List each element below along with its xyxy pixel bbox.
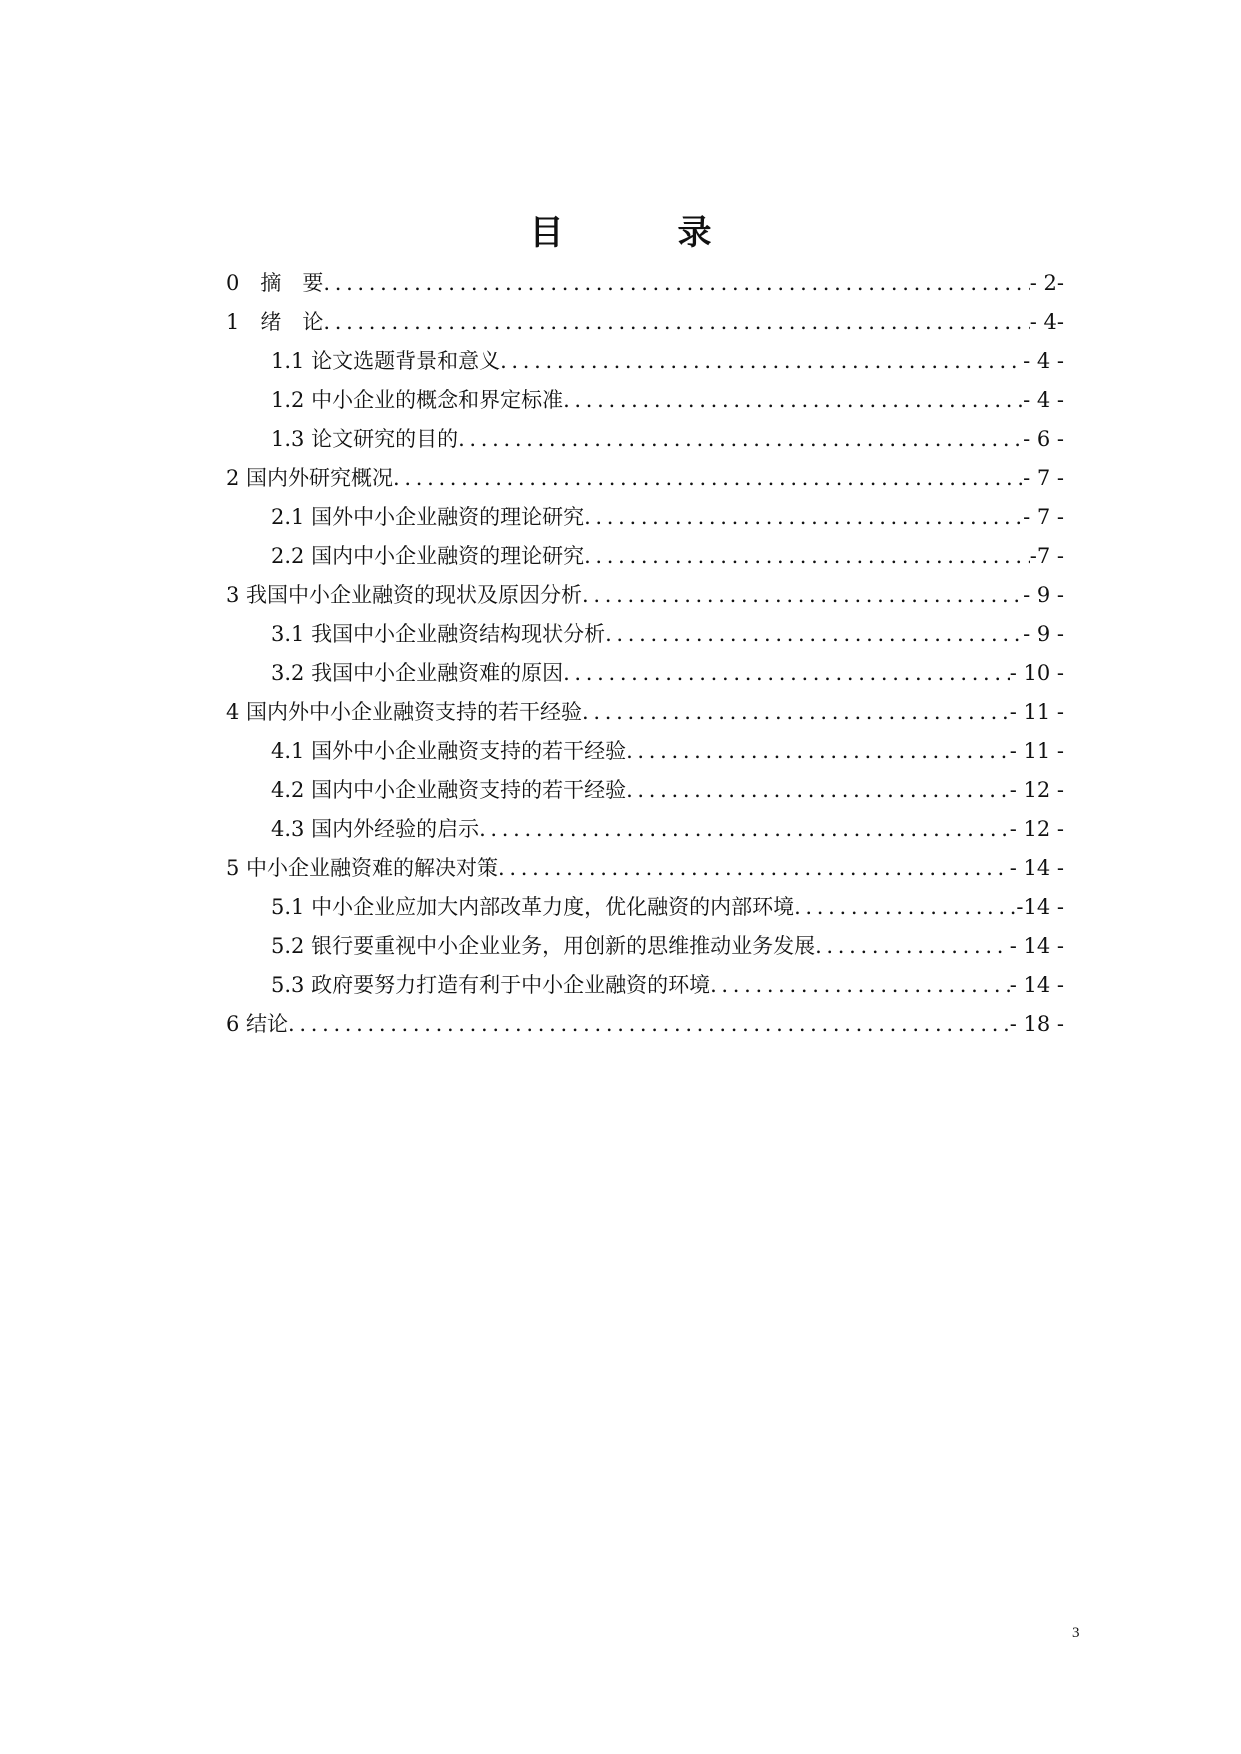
toc-entry-label: 5.1 中小企业应加大内部改革力度，优化融资的内部环境 — [271, 895, 795, 919]
toc-entry[interactable] — [226, 1005, 1064, 1044]
toc-entry-label: 6 结论 — [226, 1012, 289, 1036]
toc-entry-page: - 14 - — [1009, 856, 1064, 880]
toc-entry[interactable] — [226, 966, 1064, 1005]
toc-dot-leader — [584, 498, 1023, 537]
toc-dot-leader — [584, 537, 1030, 576]
table-of-contents — [226, 264, 1064, 1044]
toc-dot-leader — [498, 849, 1010, 888]
toc-entry-page: - 7 - — [1023, 466, 1064, 490]
toc-dot-leader — [500, 342, 1023, 381]
toc-entry-label: 1.3 论文研究的目的 — [271, 427, 459, 451]
toc-dot-leader — [605, 615, 1023, 654]
toc-entry-label: 2.1 国外中小企业融资的理论研究 — [271, 505, 585, 529]
toc-entry-label: 0 摘 要 — [226, 271, 324, 295]
toc-entry-page: -14 - — [1016, 895, 1064, 919]
toc-dot-leader — [794, 888, 1016, 927]
toc-dot-leader — [563, 381, 1023, 420]
toc-entry-page: -7 - — [1029, 544, 1064, 568]
toc-entry[interactable] — [226, 303, 1064, 342]
toc-dot-leader — [323, 303, 1029, 342]
toc-dot-leader — [626, 732, 1010, 771]
toc-entry[interactable] — [226, 810, 1064, 849]
toc-entry[interactable] — [226, 420, 1064, 459]
toc-entry-page: - 7 - — [1023, 505, 1064, 529]
toc-entry-label: 4.1 国外中小企业融资支持的若干经验 — [271, 739, 627, 763]
page-number: 3 — [1072, 1625, 1080, 1641]
toc-entry-label: 1.1 论文选题背景和意义 — [271, 349, 501, 373]
toc-entry-page: - 18 - — [1009, 1012, 1064, 1036]
toc-dot-leader — [563, 654, 1010, 693]
toc-entry-label: 3.2 我国中小企业融资难的原因 — [271, 661, 564, 685]
toc-entry-page: - 4 - — [1023, 349, 1064, 373]
toc-entry-page: - 4 - — [1023, 388, 1064, 412]
toc-entry[interactable] — [226, 381, 1064, 420]
toc-entry-label: 1 绪 论 — [226, 310, 324, 334]
toc-entry[interactable] — [226, 771, 1064, 810]
toc-entry[interactable] — [226, 537, 1064, 576]
toc-entry[interactable] — [226, 498, 1064, 537]
toc-entry-page: - 12 - — [1009, 817, 1064, 841]
toc-entry-label: 5 中小企业融资难的解决对策 — [226, 856, 499, 880]
toc-entry-label: 2 国内外研究概况 — [226, 466, 394, 490]
toc-entry-label: 3 我国中小企业融资的现状及原因分析 — [226, 583, 583, 607]
toc-entry-page: - 14 - — [1009, 934, 1064, 958]
toc-entry[interactable] — [226, 849, 1064, 888]
toc-entry-label: 4 国内外中小企业融资支持的若干经验 — [226, 700, 583, 724]
toc-entry[interactable] — [226, 615, 1064, 654]
toc-entry-page: - 14 - — [1009, 973, 1064, 997]
toc-dot-leader — [458, 420, 1023, 459]
toc-dot-leader — [626, 771, 1010, 810]
toc-dot-leader — [815, 927, 1010, 966]
toc-dot-leader — [323, 264, 1029, 303]
toc-entry-label: 5.3 政府要努力打造有利于中小企业融资的环境 — [271, 973, 711, 997]
toc-entry-label: 4.2 国内中小企业融资支持的若干经验 — [271, 778, 627, 802]
toc-dot-leader — [479, 810, 1010, 849]
toc-entry[interactable] — [226, 264, 1064, 303]
toc-entry-label: 3.1 我国中小企业融资结构现状分析 — [271, 622, 606, 646]
toc-entry[interactable] — [226, 888, 1064, 927]
toc-entry-label: 5.2 银行要重视中小企业业务，用创新的思维推动业务发展 — [271, 934, 816, 958]
toc-entry-page: - 11 - — [1009, 739, 1064, 763]
toc-entry[interactable] — [226, 459, 1064, 498]
toc-entry-page: - 9 - — [1023, 622, 1064, 646]
toc-entry-page: - 11 - — [1009, 700, 1064, 724]
toc-entry[interactable] — [226, 342, 1064, 381]
toc-dot-leader — [582, 576, 1023, 615]
toc-entry[interactable] — [226, 693, 1064, 732]
toc-entry-page: - 9 - — [1023, 583, 1064, 607]
toc-entry[interactable] — [226, 576, 1064, 615]
toc-dot-leader — [288, 1005, 1010, 1044]
toc-dot-leader — [710, 966, 1010, 1005]
toc-entry-page: - 4- — [1029, 310, 1064, 334]
toc-entry-label: 4.3 国内外经验的启示 — [271, 817, 480, 841]
toc-entry-page: - 10 - — [1009, 661, 1064, 685]
toc-dot-leader — [393, 459, 1023, 498]
toc-entry-page: - 2- — [1029, 271, 1064, 295]
toc-dot-leader — [582, 693, 1010, 732]
page-title: 目 录 — [529, 213, 752, 253]
toc-entry-page: - 12 - — [1009, 778, 1064, 802]
toc-entry[interactable] — [226, 654, 1064, 693]
toc-entry[interactable] — [226, 927, 1064, 966]
toc-entry[interactable] — [226, 732, 1064, 771]
toc-entry-page: - 6 - — [1023, 427, 1064, 451]
toc-entry-label: 1.2 中小企业的概念和界定标准 — [271, 388, 564, 412]
toc-entry-label: 2.2 国内中小企业融资的理论研究 — [271, 544, 585, 568]
